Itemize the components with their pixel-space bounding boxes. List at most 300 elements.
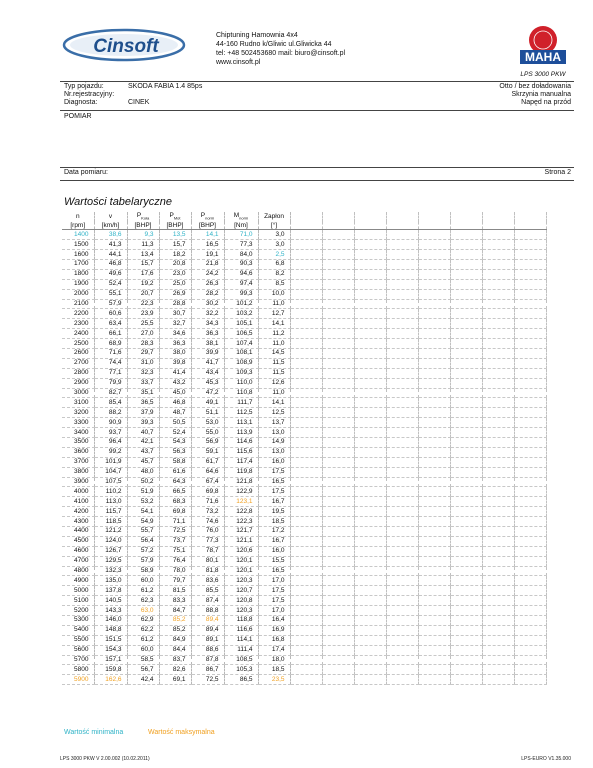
empty-header: [514, 222, 546, 230]
table-cell: 151,5: [94, 635, 127, 645]
table-cell: 113,1: [224, 418, 258, 428]
empty-cell: [322, 556, 354, 566]
empty-cell: [386, 438, 418, 448]
empty-cell: [418, 438, 450, 448]
empty-header: [290, 212, 322, 222]
empty-cell: [482, 269, 514, 279]
legend-min: Wartość minimalna: [64, 729, 124, 736]
empty-header: [514, 212, 546, 222]
empty-cell: [418, 447, 450, 457]
table-cell: 4900: [62, 576, 94, 586]
empty-cell: [322, 655, 354, 665]
table-cell: 121,7: [224, 527, 258, 537]
table-cell: 85,2: [159, 616, 191, 626]
empty-cell: [450, 655, 482, 665]
table-cell: 5600: [62, 645, 94, 655]
empty-cell: [386, 289, 418, 299]
table-cell: 16,0: [258, 546, 290, 556]
empty-cell: [322, 319, 354, 329]
empty-cell: [354, 319, 386, 329]
drive-type: Napęd na przód: [521, 99, 571, 106]
empty-cell: [290, 576, 322, 586]
empty-header: [354, 212, 386, 222]
table-cell: 5400: [62, 625, 94, 635]
table-cell: 39,3: [127, 418, 159, 428]
empty-cell: [386, 378, 418, 388]
company-address: 44-160 Rudno k/Gliwic ul.Gliwicka 44: [216, 41, 332, 48]
empty-cell: [482, 497, 514, 507]
table-row: [62, 665, 546, 675]
empty-cell: [354, 388, 386, 398]
empty-cell: [482, 517, 514, 527]
empty-cell: [290, 556, 322, 566]
empty-cell: [386, 507, 418, 517]
table-cell: 85,2: [159, 625, 191, 635]
empty-cell: [450, 230, 482, 240]
table-row: [62, 289, 546, 299]
empty-cell: [418, 388, 450, 398]
empty-cell: [450, 625, 482, 635]
table-row: [62, 447, 546, 457]
maha-emblem-icon: [518, 24, 568, 68]
empty-cell: [386, 418, 418, 428]
empty-cell: [290, 309, 322, 319]
empty-cell: [450, 507, 482, 517]
table-cell: 60,6: [94, 309, 127, 319]
table-cell: 78,0: [159, 566, 191, 576]
empty-cell: [482, 339, 514, 349]
column-unit: [°]: [258, 222, 290, 230]
table-cell: 61,6: [159, 467, 191, 477]
empty-cell: [418, 507, 450, 517]
table-row: [62, 457, 546, 467]
empty-cell: [450, 576, 482, 586]
empty-cell: [322, 507, 354, 517]
measure-date-label: Data pomiaru:: [64, 169, 108, 176]
table-cell: 50,2: [127, 477, 159, 487]
empty-cell: [322, 408, 354, 418]
table-cell: 22,3: [127, 299, 159, 309]
table-cell: 120,1: [224, 556, 258, 566]
empty-cell: [354, 299, 386, 309]
empty-cell: [386, 527, 418, 537]
empty-cell: [386, 616, 418, 626]
table-cell: 49,1: [191, 398, 224, 408]
empty-cell: [482, 329, 514, 339]
table-cell: 11,0: [258, 299, 290, 309]
table-row: [62, 586, 546, 596]
table-row: [62, 240, 546, 250]
empty-cell: [418, 625, 450, 635]
table-cell: 41,4: [159, 368, 191, 378]
empty-header: [290, 222, 322, 230]
cinsoft-logo: [62, 27, 190, 63]
table-cell: 38,0: [159, 348, 191, 358]
table-cell: 3200: [62, 408, 94, 418]
empty-cell: [418, 536, 450, 546]
legend-max: Wartość maksymalna: [148, 729, 215, 736]
empty-cell: [386, 358, 418, 368]
empty-cell: [418, 348, 450, 358]
table-cell: 17,4: [258, 645, 290, 655]
table-cell: 36,3: [191, 329, 224, 339]
table-cell: 114,6: [224, 438, 258, 448]
empty-cell: [290, 586, 322, 596]
empty-cell: [450, 250, 482, 260]
empty-cell: [450, 368, 482, 378]
empty-cell: [386, 319, 418, 329]
table-cell: 32,7: [159, 319, 191, 329]
empty-cell: [514, 586, 546, 596]
table-row: [62, 230, 546, 240]
table-cell: 11,0: [258, 339, 290, 349]
table-cell: 109,3: [224, 368, 258, 378]
table-row: [62, 378, 546, 388]
empty-cell: [514, 250, 546, 260]
empty-cell: [290, 368, 322, 378]
table-cell: 18,0: [258, 655, 290, 665]
table-cell: 74,4: [94, 358, 127, 368]
table-cell: 121,8: [224, 477, 258, 487]
empty-cell: [386, 348, 418, 358]
empty-cell: [482, 596, 514, 606]
empty-cell: [290, 655, 322, 665]
table-cell: 15,7: [127, 259, 159, 269]
table-cell: 16,7: [258, 497, 290, 507]
table-row: [62, 279, 546, 289]
empty-cell: [386, 259, 418, 269]
empty-cell: [514, 418, 546, 428]
empty-cell: [290, 319, 322, 329]
table-cell: 113,0: [94, 497, 127, 507]
table-cell: 1800: [62, 269, 94, 279]
table-cell: 157,1: [94, 655, 127, 665]
empty-cell: [450, 635, 482, 645]
empty-cell: [482, 447, 514, 457]
empty-cell: [514, 279, 546, 289]
table-cell: 101,9: [94, 457, 127, 467]
table-cell: 52,4: [159, 428, 191, 438]
table-cell: 56,3: [159, 447, 191, 457]
table-cell: 105,1: [224, 319, 258, 329]
table-row: [62, 329, 546, 339]
table-cell: 62,2: [127, 625, 159, 635]
table-row: [62, 269, 546, 279]
empty-cell: [482, 279, 514, 289]
table-cell: 11,3: [127, 240, 159, 250]
table-cell: 122,8: [224, 507, 258, 517]
empty-cell: [450, 259, 482, 269]
empty-cell: [354, 606, 386, 616]
empty-cell: [386, 408, 418, 418]
empty-cell: [386, 269, 418, 279]
table-cell: 39,8: [159, 358, 191, 368]
empty-cell: [482, 319, 514, 329]
table-row: [62, 339, 546, 349]
empty-cell: [386, 517, 418, 527]
table-cell: 8,2: [258, 269, 290, 279]
empty-header: [322, 222, 354, 230]
empty-cell: [482, 635, 514, 645]
table-cell: 55,7: [127, 527, 159, 537]
table-cell: 56,7: [127, 665, 159, 675]
table-cell: 5200: [62, 606, 94, 616]
empty-cell: [354, 269, 386, 279]
empty-cell: [386, 388, 418, 398]
empty-cell: [418, 576, 450, 586]
table-cell: 84,0: [224, 250, 258, 260]
empty-cell: [386, 398, 418, 408]
table-cell: 96,4: [94, 438, 127, 448]
column-unit: [BHP]: [191, 222, 224, 230]
table-cell: 64,3: [159, 477, 191, 487]
empty-cell: [418, 339, 450, 349]
empty-cell: [322, 675, 354, 685]
table-cell: 12,5: [258, 408, 290, 418]
table-cell: 121,2: [94, 527, 127, 537]
empty-cell: [386, 576, 418, 586]
table-cell: 82,6: [159, 665, 191, 675]
table-cell: 89,4: [191, 625, 224, 635]
table-cell: 99,3: [224, 289, 258, 299]
divider: [60, 81, 574, 82]
empty-cell: [290, 408, 322, 418]
empty-cell: [418, 655, 450, 665]
diag-value: CINEK: [128, 99, 150, 106]
table-cell: 110,0: [224, 378, 258, 388]
table-cell: 16,8: [258, 635, 290, 645]
table-row: [62, 576, 546, 586]
table-cell: 61,7: [191, 457, 224, 467]
company-website: www.cinsoft.pl: [216, 59, 261, 66]
reg-label: Nr.rejestracyjny:: [64, 91, 115, 98]
empty-cell: [482, 675, 514, 685]
empty-cell: [514, 507, 546, 517]
table-cell: 120,1: [224, 566, 258, 576]
empty-cell: [386, 665, 418, 675]
table-cell: 69,8: [191, 487, 224, 497]
table-cell: 25,5: [127, 319, 159, 329]
table-cell: 16,0: [258, 457, 290, 467]
empty-header: [418, 222, 450, 230]
empty-cell: [290, 378, 322, 388]
table-cell: 5000: [62, 586, 94, 596]
empty-cell: [418, 299, 450, 309]
empty-cell: [290, 477, 322, 487]
column-header: $M_{norm}$: [224, 212, 258, 222]
table-cell: 79,7: [159, 576, 191, 586]
empty-cell: [322, 438, 354, 448]
table-cell: 107,5: [94, 477, 127, 487]
table-cell: 2300: [62, 319, 94, 329]
table-cell: 16,5: [191, 240, 224, 250]
table-cell: 5100: [62, 596, 94, 606]
empty-cell: [290, 348, 322, 358]
empty-cell: [290, 358, 322, 368]
empty-cell: [290, 259, 322, 269]
table-cell: 159,8: [94, 665, 127, 675]
empty-cell: [482, 527, 514, 537]
table-cell: 32,3: [127, 368, 159, 378]
empty-cell: [514, 269, 546, 279]
table-cell: 117,4: [224, 457, 258, 467]
column-header: $P_{Mot}$: [159, 212, 191, 222]
table-cell: 25,0: [159, 279, 191, 289]
maha-brand: MAHA: [525, 50, 561, 64]
empty-cell: [418, 378, 450, 388]
gearbox-type: Skrzynia manualna: [511, 91, 571, 98]
empty-cell: [322, 467, 354, 477]
table-cell: 90,9: [94, 418, 127, 428]
table-cell: 162,6: [94, 675, 127, 685]
empty-header: [482, 212, 514, 222]
table-cell: 5900: [62, 675, 94, 685]
empty-cell: [514, 329, 546, 339]
empty-cell: [290, 240, 322, 250]
empty-cell: [418, 289, 450, 299]
table-row: [62, 467, 546, 477]
empty-cell: [482, 665, 514, 675]
table-cell: 108,5: [224, 655, 258, 665]
empty-cell: [386, 606, 418, 616]
table-cell: 28,2: [191, 289, 224, 299]
table-cell: 61,2: [127, 635, 159, 645]
empty-cell: [290, 428, 322, 438]
empty-cell: [322, 586, 354, 596]
table-cell: 19,1: [191, 250, 224, 260]
table-cell: 106,5: [224, 329, 258, 339]
footer-version: LPS 3000 PKW V 2.00.002 (10.02.2011): [60, 756, 150, 762]
engine-type: Otto / bez doładowania: [499, 83, 571, 90]
table-cell: 4600: [62, 546, 94, 556]
empty-cell: [418, 408, 450, 418]
empty-cell: [322, 428, 354, 438]
table-cell: 46,8: [94, 259, 127, 269]
table-cell: 71,6: [191, 497, 224, 507]
empty-cell: [514, 606, 546, 616]
table-cell: 111,4: [224, 645, 258, 655]
empty-cell: [354, 645, 386, 655]
table-row: [62, 388, 546, 398]
empty-cell: [354, 250, 386, 260]
table-row: [62, 319, 546, 329]
empty-cell: [354, 467, 386, 477]
table-cell: 36,3: [159, 339, 191, 349]
empty-cell: [322, 339, 354, 349]
table-cell: 16,9: [258, 625, 290, 635]
empty-header: [322, 212, 354, 222]
empty-cell: [322, 457, 354, 467]
empty-cell: [514, 675, 546, 685]
empty-cell: [418, 319, 450, 329]
table-cell: 16,5: [258, 477, 290, 487]
empty-cell: [482, 467, 514, 477]
empty-cell: [386, 556, 418, 566]
empty-cell: [450, 269, 482, 279]
empty-cell: [290, 497, 322, 507]
table-row: [62, 616, 546, 626]
table-cell: 17,0: [258, 576, 290, 586]
table-cell: 1400: [62, 230, 94, 240]
empty-cell: [354, 358, 386, 368]
table-row: [62, 655, 546, 665]
empty-cell: [450, 289, 482, 299]
empty-cell: [482, 606, 514, 616]
table-cell: 45,3: [191, 378, 224, 388]
table-cell: 120,3: [224, 606, 258, 616]
empty-cell: [418, 487, 450, 497]
table-cell: 116,6: [224, 625, 258, 635]
empty-cell: [322, 398, 354, 408]
table-cell: 18,5: [258, 517, 290, 527]
table-cell: 58,5: [127, 655, 159, 665]
empty-cell: [290, 339, 322, 349]
table-cell: 4000: [62, 487, 94, 497]
table-cell: 26,3: [191, 279, 224, 289]
empty-cell: [450, 428, 482, 438]
table-cell: 71,0: [224, 230, 258, 240]
divider: [60, 180, 574, 181]
table-cell: 83,7: [159, 655, 191, 665]
table-cell: 120,6: [224, 546, 258, 556]
empty-cell: [322, 388, 354, 398]
table-cell: 4200: [62, 507, 94, 517]
empty-cell: [386, 230, 418, 240]
table-cell: 20,8: [159, 259, 191, 269]
vehicle-info: [64, 83, 202, 107]
table-cell: 123,1: [224, 497, 258, 507]
table-row: [62, 675, 546, 685]
table-cell: 69,1: [159, 675, 191, 685]
empty-cell: [354, 279, 386, 289]
logo-text: Cinsoft: [93, 36, 159, 57]
table-row: [62, 299, 546, 309]
empty-cell: [290, 566, 322, 576]
divider: [60, 167, 574, 168]
table-cell: 2200: [62, 309, 94, 319]
empty-cell: [482, 438, 514, 448]
empty-cell: [514, 635, 546, 645]
empty-cell: [450, 675, 482, 685]
empty-cell: [482, 408, 514, 418]
table-cell: 120,3: [224, 576, 258, 586]
table-cell: 43,7: [127, 447, 159, 457]
table-cell: 93,7: [94, 428, 127, 438]
empty-cell: [450, 299, 482, 309]
empty-cell: [418, 309, 450, 319]
table-cell: 3100: [62, 398, 94, 408]
table-cell: 84,9: [159, 635, 191, 645]
empty-cell: [482, 418, 514, 428]
empty-cell: [514, 398, 546, 408]
empty-cell: [514, 339, 546, 349]
table-cell: 3900: [62, 477, 94, 487]
empty-cell: [290, 457, 322, 467]
table-cell: 5700: [62, 655, 94, 665]
table-cell: 61,2: [127, 586, 159, 596]
table-cell: 3,0: [258, 240, 290, 250]
table-cell: 115,6: [224, 447, 258, 457]
empty-cell: [482, 586, 514, 596]
table-row: [62, 536, 546, 546]
empty-cell: [514, 259, 546, 269]
empty-cell: [418, 358, 450, 368]
empty-cell: [450, 348, 482, 358]
table-cell: 97,4: [224, 279, 258, 289]
empty-cell: [450, 438, 482, 448]
empty-cell: [482, 299, 514, 309]
empty-cell: [418, 546, 450, 556]
